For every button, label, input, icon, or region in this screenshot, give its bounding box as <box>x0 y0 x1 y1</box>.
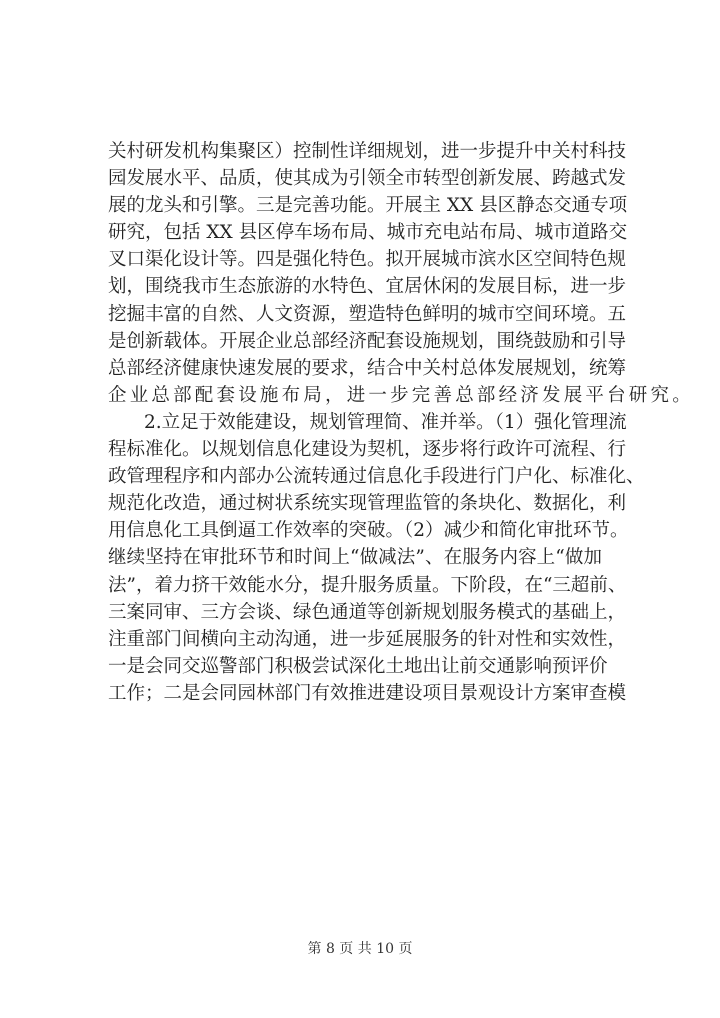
text-line: 政管理程序和内部办公流转通过信息化手段进行门户化、标准化、 <box>108 466 645 488</box>
text-line: 关村研发机构集聚区）控制性详细规划，进一步提升中关村科技 <box>108 141 627 162</box>
text-line: 园发展水平、品质，使其成为引领全市转型创新发展、跨越式发 <box>108 168 627 190</box>
text-line: 划，围绕我市生态旅游的水特色、宜居休闲的发展目标，进一步 <box>108 276 627 298</box>
text-line: 是创新载体。开展企业总部经济配套设施规划，围绕鼓励和引导 <box>108 330 627 352</box>
text-line: 一是会同交巡警部门积极尝试深化土地出让前交通影响预评价 <box>108 655 608 677</box>
text-line: 企业总部配套设施布局，进一步完善总部经济发展平台研究。 <box>108 384 694 406</box>
page-number: 第 8 页 共 10 页 <box>307 941 413 957</box>
text-line: 展的龙头和引擎。三是完善功能。开展主 XX 县区静态交通专项 <box>108 195 628 217</box>
text-line: 总部经济健康快速发展的要求，结合中关村总体发展规划，统筹 <box>108 357 627 379</box>
text-line: 叉口渠化设计等。四是强化特色。拟开展城市滨水区空间特色规 <box>108 249 627 271</box>
text-line: 规范化改造，通过树状系统实现管理监管的条块化、数据化，利 <box>108 493 627 515</box>
text-line: 法”，着力挤干效能水分，提升服务质量。下阶段，在“三超前、 <box>108 574 627 596</box>
text-line: 工作；二是会同园林部门有效推进建设项目景观设计方案审查模 <box>108 682 627 704</box>
text-line: 研究，包括 XX 县区停车场布局、城市充电站布局、城市道路交 <box>108 222 628 244</box>
text-line: 程标准化。以规划信息化建设为契机，逐步将行政许可流程、行 <box>108 439 627 461</box>
text-line: 挖掘丰富的自然、人文资源，塑造特色鲜明的城市空间环境。五 <box>108 303 627 325</box>
text-line: 用信息化工具倒逼工作效率的突破。（2）减少和简化审批环节。 <box>108 520 629 542</box>
text-line: 继续坚持在审批环节和时间上“做减法”、在服务内容上“做加 <box>108 547 602 569</box>
text-line: 2.立足于效能建设，规划管理简、准并举。（1）强化管理流 <box>144 411 627 433</box>
text-line: 注重部门间横向主动沟通，进一步延展服务的针对性和实效性， <box>108 628 627 650</box>
text-line: 三案同审、三方会谈、绿色通道等创新规划服务模式的基础上， <box>108 601 627 623</box>
body-text <box>108 138 694 707</box>
